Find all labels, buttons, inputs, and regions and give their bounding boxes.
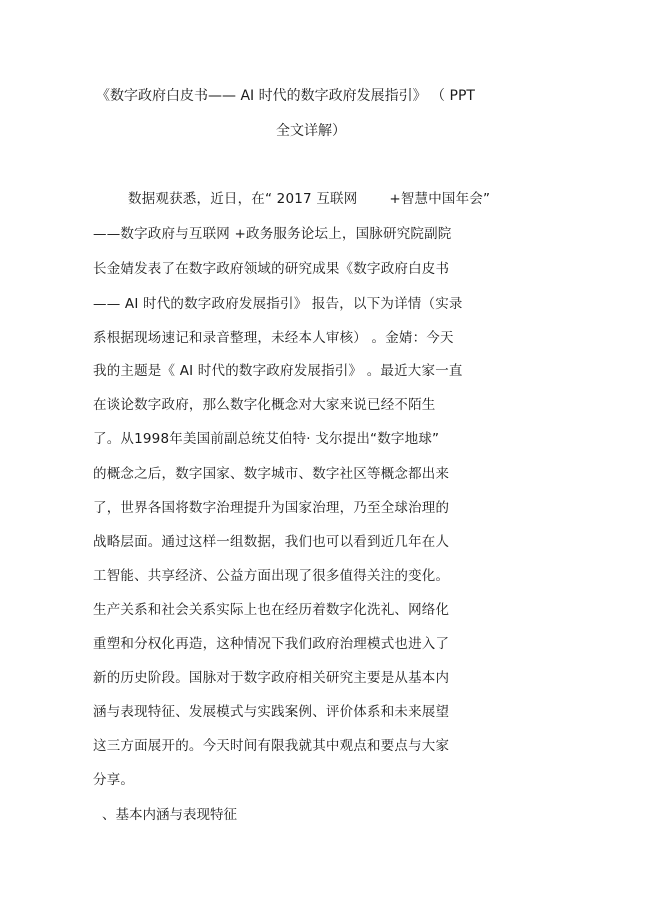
body-line-4: —— AI 时代的数字政府发展指引》 报告，以下为详情（实录 [93,296,463,312]
body-line-16: 涵与表现特征、发展模式与实践案例、评价体系和未来展望 [93,704,450,720]
body-line-6: 我的主题是《 AI 时代的数字政府发展指引》 。最近大家一直 [93,363,463,379]
body-line-3: 长金婧发表了在数字政府领域的研究成果《数字政府白皮书 [93,261,450,277]
body-line-17: 这三方面展开的。今天时间有限我就其中观点和要点与大家 [93,738,450,754]
body-line-14: 重塑和分权化再造，这种情况下我们政府治理模式也进入了 [93,636,450,652]
document-title-line-2: 全文详解） [276,123,346,139]
body-line-13: 生产关系和社会关系实际上也在经历着数字化洗礼、网络化 [93,602,450,618]
body-line-10: 了，世界各国将数字治理提升为国家治理，乃至全球治理的 [93,500,450,516]
body-line-7: 在谈论数字政府，那么数字化概念对大家来说已经不陌生 [93,397,436,413]
body-line-15: 新的历史阶段。国脉对于数字政府相关研究主要是从基本内 [93,670,450,686]
body-line-1: 数据观获悉，近日，在“ 2017 互联网 +智慧中国年会” [128,191,491,207]
body-line-9: 的概念之后，数字国家、数字城市、数字社区等概念都出来 [93,466,450,482]
body-line-2: ——数字政府与互联网 +政务服务论坛上，国脉研究院副院 [93,226,452,242]
body-line-12: 工智能、共享经济、公益方面出现了很多值得关注的变化。 [93,568,450,584]
body-line-11: 战略层面。通过这样一组数据，我们也可以看到近几年在人 [93,534,450,550]
body-line-5: 系根据现场速记和录音整理，未经本人审核） 。金婧：今天 [93,330,454,346]
document-title-line-1: 《数字政府白皮书—— AI 时代的数字政府发展指引》 （ PPT [96,88,475,104]
section-heading: 、基本内涵与表现特征 [102,807,237,823]
body-line-8: 了。从1998年美国前副总统艾伯特· 戈尔提出“数字地球” [93,431,440,447]
body-line-18: 分享。 [93,772,135,788]
